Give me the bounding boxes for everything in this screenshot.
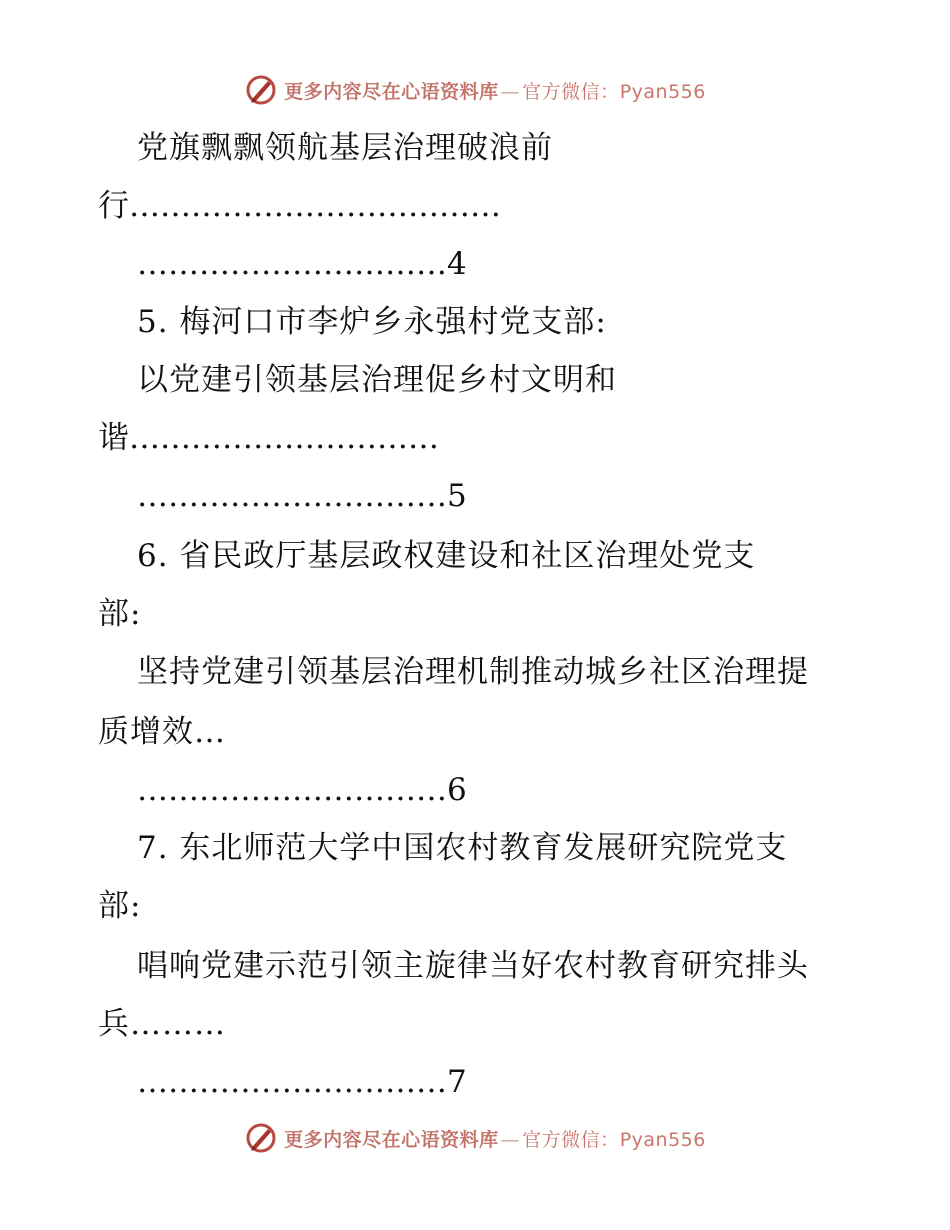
toc-item6-heading-line1: 6. 省民政厅基层政权建设和社区治理处党支 <box>137 538 756 574</box>
toc-item4-page-line: …………………………4 <box>137 246 467 282</box>
toc-item7-heading-line2: 部: <box>98 888 142 924</box>
toc-item7-title-line2: 兵……… <box>98 1006 226 1042</box>
toc-item6-title-line1: 坚持党建引领基层治理机制推动城乡社区治理提 <box>137 654 809 690</box>
footer-watermark <box>0 1118 950 1158</box>
pen-logo-icon <box>244 1121 278 1155</box>
toc-item4-title-line2: 行……………………………… <box>98 188 501 224</box>
pen-logo-icon <box>244 73 278 107</box>
watermark-wechat-id: Pyan556 <box>619 80 706 103</box>
toc-item6-heading-line2: 部: <box>98 596 142 632</box>
toc-item5-title-line2: 谐………………………… <box>98 420 439 456</box>
watermark-site-name: 更多内容尽在心语资料库 <box>284 80 499 103</box>
toc-item6-title-line2: 质增效… <box>98 714 226 750</box>
watermark-dash: — <box>500 80 521 103</box>
toc-item7-title-line1: 唱响党建示范引领主旋律当好农村教育研究排头 <box>137 948 809 984</box>
header-watermark <box>0 70 950 110</box>
watermark-wechat-id: Pyan556 <box>619 1128 706 1151</box>
watermark-site-name: 更多内容尽在心语资料库 <box>284 1128 499 1151</box>
toc-item4-title-line1: 党旗飘飘领航基层治理破浪前 <box>137 130 553 166</box>
watermark-wechat-label: 官方微信： <box>522 80 620 103</box>
toc-item6-page-line: …………………………6 <box>137 772 467 808</box>
toc-item7-heading-line1: 7. 东北师范大学中国农村教育发展研究院党支 <box>137 830 788 866</box>
toc-item5-heading: 5. 梅河口市李炉乡永强村党支部: <box>137 304 607 340</box>
toc-item5-page-line: …………………………5 <box>137 478 467 514</box>
toc-item5-title-line1: 以党建引领基层治理促乡村文明和 <box>137 362 617 398</box>
watermark-dash: — <box>500 1128 521 1151</box>
toc-item7-page-line: …………………………7 <box>137 1064 467 1100</box>
watermark-wechat-label: 官方微信： <box>522 1128 620 1151</box>
